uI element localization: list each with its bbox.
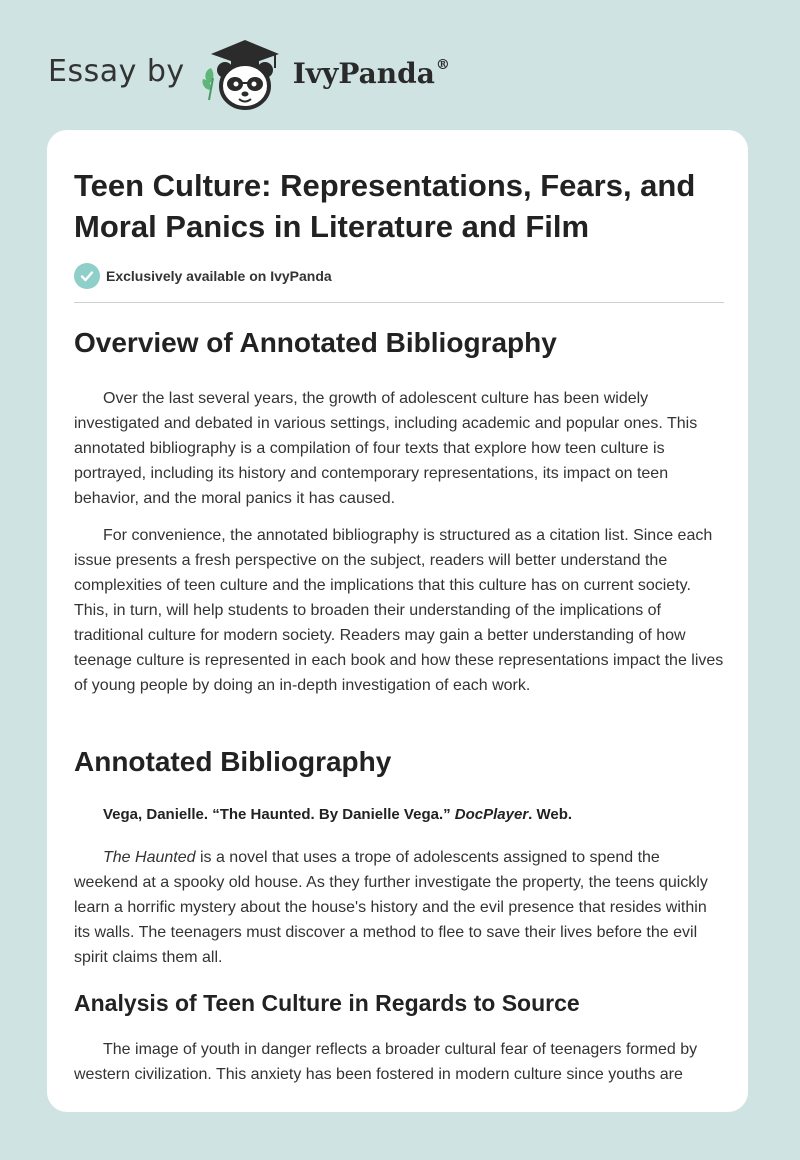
registered-mark: ® (435, 56, 450, 73)
essay-card (47, 130, 748, 1112)
paragraph-overview-1: Over the last several years, the growth of adolescent culture has been widely investigated and debated in various settings, including academic and popular ones. This annotated bibliography is a compilation of four texts that explore how teen culture is portrayed, including its history and contemporary representations, its impact on teen behavior, and the moral panics it has caused. (74, 390, 698, 507)
exclusive-badge-label: Exclusively available on IvyPanda (106, 268, 332, 284)
brand-prefix: Essay by (48, 53, 185, 89)
check-icon (74, 263, 100, 289)
paragraph-overview-2: For convenience, the annotated bibliography is structured as a citation list. Since each issue presents a fresh perspective on the subject, readers will better understand the complexities of teen culture and the implications that this culture has on current society. This, in turn, will help students to broaden their understanding of the implications of traditional culture for modern society. Readers may gain a better understanding of how teenage culture is represented in each book and how these representations impact the lives of young people by doing an in-depth investigation of each work. (74, 527, 724, 694)
site-header (48, 34, 450, 114)
section-heading-analysis: Analysis of Teen Culture in Regards to Source (74, 990, 580, 1016)
section-heading-overview: Overview of Annotated Bibliography (74, 327, 557, 358)
exclusive-badge (74, 263, 332, 289)
paragraph-analysis-1: The image of youth in danger reflects a broader cultural fear of teenagers formed by western civilization. This anxiety has been fostered in modern culture since youths are (74, 1041, 698, 1083)
brand-name[interactable]: IvyPanda® (292, 56, 450, 90)
essay-title: Teen Culture: Representations, Fears, and Moral Panics in Literature and Film (74, 168, 696, 244)
leaf-icon (202, 68, 213, 100)
section-heading-bibliography: Annotated Bibliography (74, 746, 392, 777)
divider (74, 302, 724, 303)
paragraph-summary: The Haunted is a novel that uses a trope of adolescents assigned to spend the weekend at a spooky old house. As they further investigate the property, the teens quickly learn a horrific mystery about the house's history and the evil presence that resides within its walls. The teenagers must discover a method to flee to save their lives before the evil spirit claims them all. (74, 849, 708, 966)
citation: Vega, Danielle. “The Haunted. By Danielle Vega.” DocPlayer. Web. (103, 806, 573, 823)
panda-graduate-icon (199, 34, 291, 114)
